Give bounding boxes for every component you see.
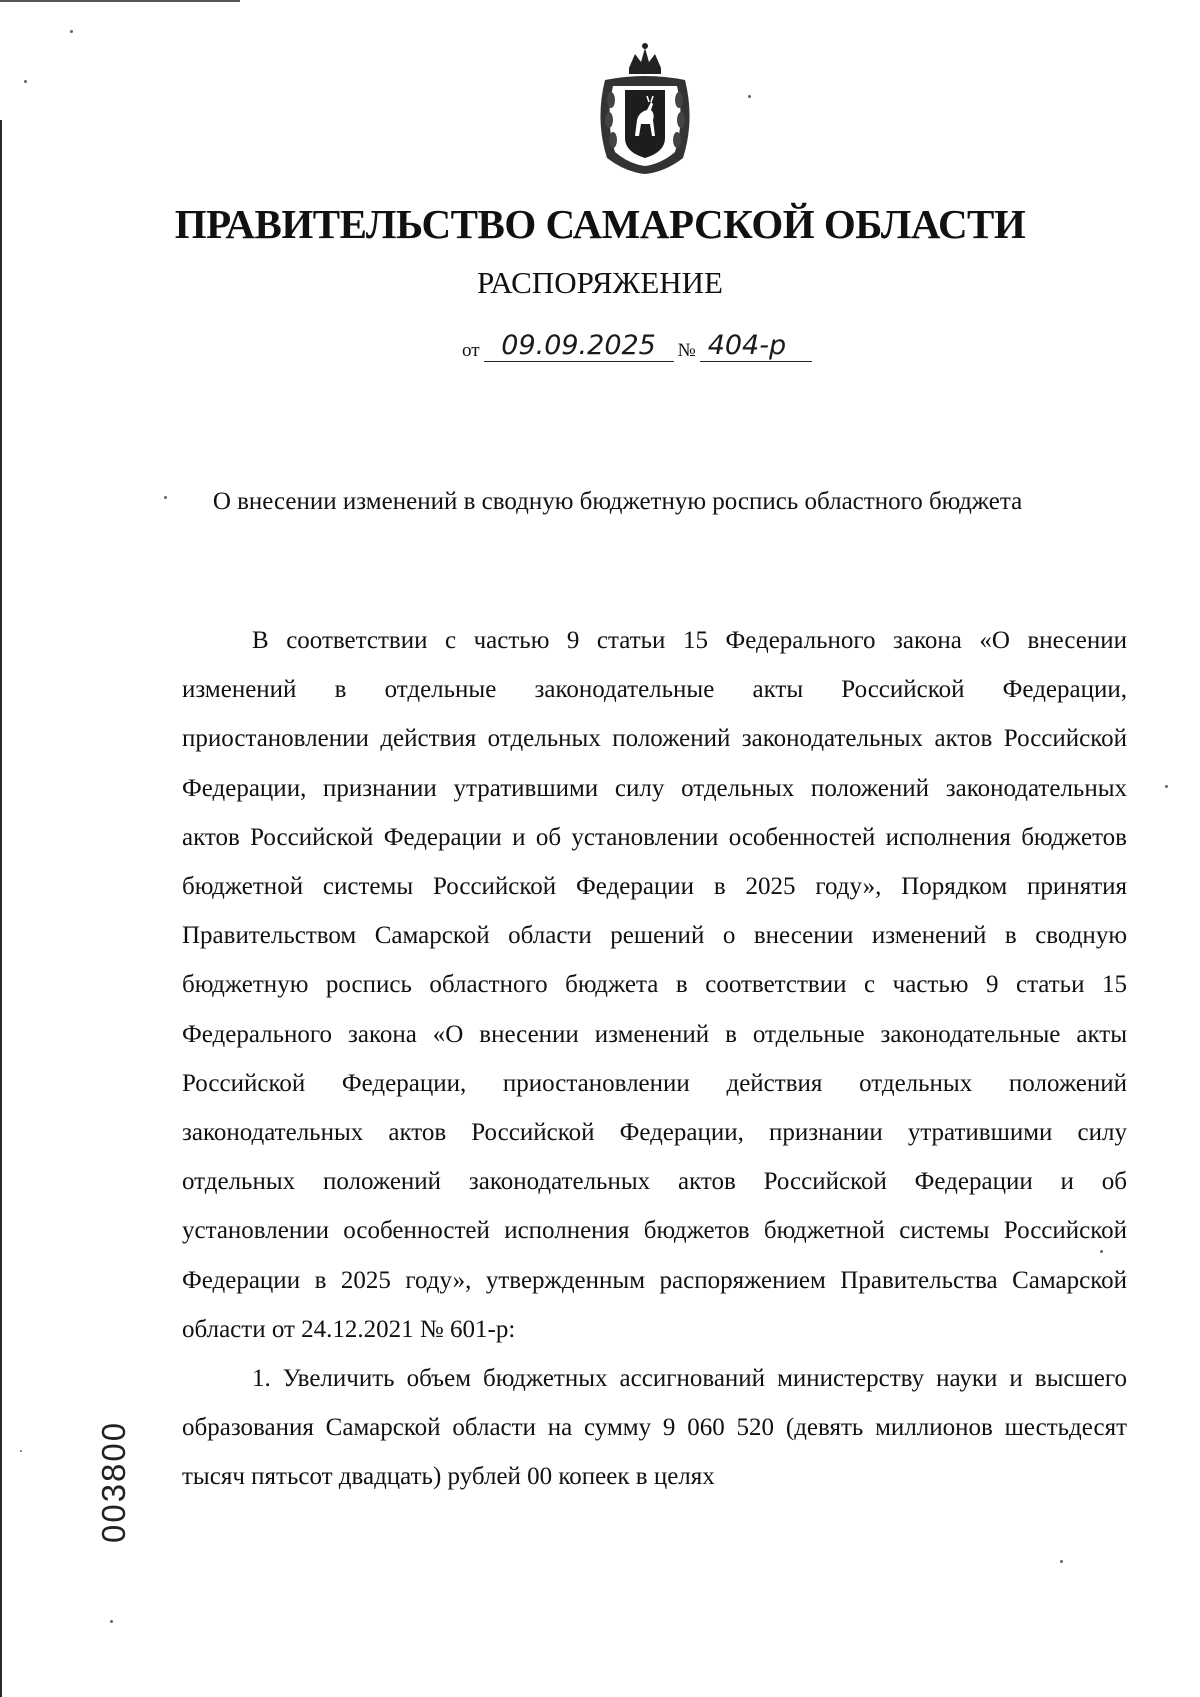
side-registration-number: 003800	[95, 1420, 132, 1543]
scan-speck	[20, 1450, 22, 1452]
scan-speck	[748, 95, 751, 98]
body-paragraph-item-1: 1. Увеличить объем бюджетных ассигнований министерству науки и высшего образования Самарской области на сумму 9 060 520 (девять миллионов шестьдесят тысяч пятьсот двадцать) рублей 00 копеек в целях	[182, 1365, 1127, 1491]
document-subject: О внесении изменений в сводную бюджетную роспись областного бюджета	[212, 488, 1023, 515]
scan-speck	[1165, 785, 1168, 788]
scan-speck	[1060, 1560, 1063, 1563]
coat-of-arms-icon	[585, 40, 705, 180]
date-label: от	[462, 340, 480, 361]
document-meta	[458, 322, 812, 362]
scan-speck	[24, 80, 27, 83]
scan-speck	[110, 1620, 113, 1623]
organization-title: ПРАВИТЕЛЬСТВО САМАРСКОЙ ОБЛАСТИ	[174, 201, 1026, 247]
body-paragraph-preamble: В соответствии с частью 9 статьи 15 Федерального закона «О внесении изменений в отдельные законодательные акты Российской Федерации, приостановлении действия отдельных положений законодательных актов Российской Федерации, признании утратившими силу отдельных положений законодательных актов Российской Федерации и об установлении особенностей исполнения бюджетов бюджетной системы Российской Федерации в 2025 году», Порядком принятия Правительством Самарской области решений о внесении изменений в сводную бюджетную роспись областного бюджета в соответствии с частью 9 статьи 15 Федерального закона «О внесении изменений в отдельные законодательные акты Российской Федерации, приостановлении действия отдельных положений законодательных актов Российской Федерации, признании утратившими силу отдельных положений законодательных актов Российской Федерации и об установлении особенностей исполнения бюджетов бюджетной системы Российской Федерации в 2025 году», утвержденным распоряжением Правительства Самарской области от 24.12.2021 № 601-р:	[182, 627, 1127, 1343]
document-body	[182, 616, 1127, 1502]
scan-edge-left	[0, 120, 2, 1697]
number-label: №	[677, 340, 696, 361]
scan-speck	[1100, 1250, 1103, 1253]
scan-speck	[70, 30, 73, 33]
document-type: РАСПОРЯЖЕНИЕ	[477, 265, 723, 300]
document-number: 404-р	[700, 330, 812, 362]
scan-speck	[164, 496, 167, 499]
document-date: 09.09.2025	[484, 330, 674, 362]
scan-edge-top	[0, 0, 240, 2]
